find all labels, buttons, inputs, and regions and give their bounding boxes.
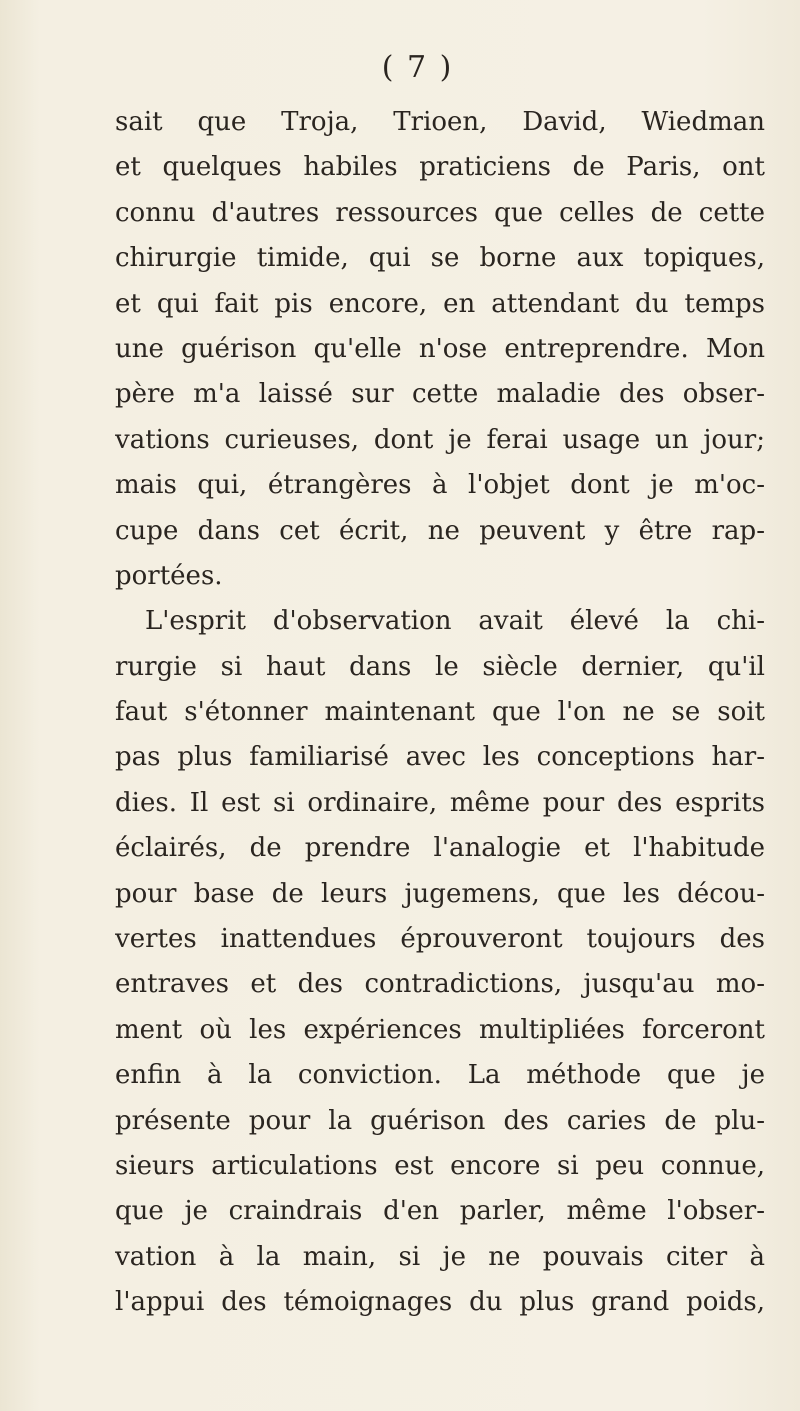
text-line: éclairés, de prendre l'analogie et l'habitude [115,833,765,864]
text-line: présente pour la guérison des caries de plu- [115,1105,765,1136]
text-line: l'appui des témoignages du plus grand poids, [115,1287,765,1318]
text-line: connu d'autres ressources que celles de cette [115,197,765,228]
text-line: sieurs articulations est encore si peu connue, [115,1150,765,1181]
text-line: père m'a laissé sur cette maladie des obser- [115,379,765,410]
text-line: une guérison qu'elle n'ose entreprendre. Mon [115,333,765,364]
text-line: vertes inattendues éprouveront toujours des [115,924,765,955]
text-line: entraves et des contradictions, jusqu'au mo- [115,969,765,1000]
body-text [115,100,765,1326]
text-line: ment où les expériences multipliées forceront [115,1014,765,1045]
text-line: mais qui, étrangères à l'objet dont je m'oc- [115,470,765,501]
page-number: ( 7 ) [381,50,454,85]
text-line: faut s'étonner maintenant que l'on ne se soit [115,697,765,728]
text-line: vations curieuses, dont je ferai usage un jour; [115,424,765,455]
text-line: et quelques habiles praticiens de Paris, ont [115,152,765,183]
text-line: sait que Troja, Trioen, David, Wiedman [115,107,765,137]
text-line: rurgie si haut dans le siècle dernier, qu'il [115,651,765,682]
text-line: vation à la main, si je ne pouvais citer à [115,1241,765,1272]
paragraph-start-line: L'esprit d'observation avait élevé la chi- [145,606,765,637]
text-line: et qui fait pis encore, en attendant du temps [115,288,765,319]
text-line: pas plus familiarisé avec les conceptions har- [115,742,765,773]
text-line: portées. [115,560,223,591]
text-line: cupe dans cet écrit, ne peuvent y être rap- [115,515,765,546]
text-line: pour base de leurs jugemens, que les décou- [115,878,765,909]
text-line: enfin à la conviction. La méthode que je [115,1060,765,1091]
text-line: dies. Il est si ordinaire, même pour des esprits [115,787,765,818]
text-line: que je craindrais d'en parler, même l'obser- [115,1196,765,1227]
text-line: chirurgie timide, qui se borne aux topiques, [115,243,765,274]
